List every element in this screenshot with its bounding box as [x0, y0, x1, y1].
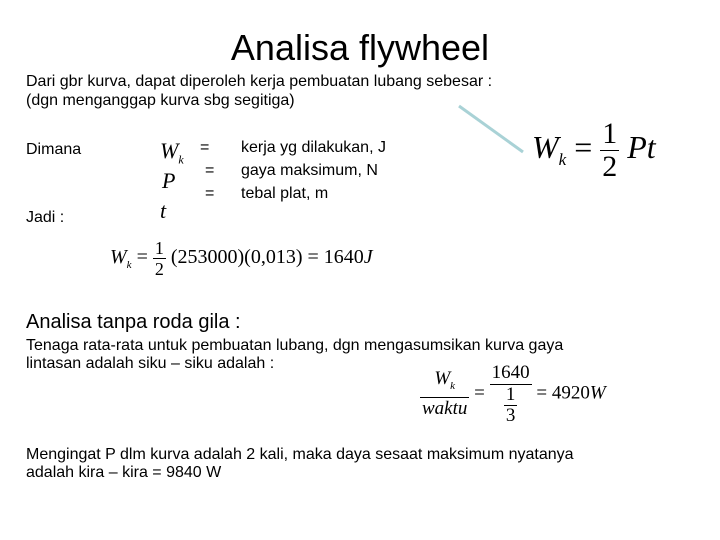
conclusion-line-1: Mengingat P dlm kurva adalah 2 kali, maka daya sesaat maksimum nyatanya: [26, 446, 574, 463]
var-t-eq: =: [205, 185, 215, 202]
intro-line-2: (dgn menganggap kurva sbg segitiga): [26, 92, 295, 109]
formula-power: $\frac{W_k}{\text{waktu}}$ = $\frac{1640}{\frac{1}{3}}$ = 4920W: [422, 362, 606, 426]
section2-line-1: Tenaga rata-rata untuk pembuatan lubang, dgn mengasumsikan kurva gaya: [26, 337, 564, 354]
dimana-label: Dimana: [26, 141, 82, 158]
var-w-eq: =: [200, 139, 210, 156]
section2-line-2: lintasan adalah siku – siku adalah :: [26, 355, 275, 372]
page-title: Analisa flywheel: [230, 27, 490, 68]
var-p-symbol: P: [162, 168, 176, 193]
var-w-desc: kerja yg dilakukan, J: [241, 139, 386, 156]
pointer-line: [455, 100, 535, 160]
intro-line-1: Dari gbr kurva, dapat diperoleh kerja pembuatan lubang sebesar :: [26, 73, 493, 90]
formula-calc: $W_k$ = $\frac{1}{2}$ (253000)(0,013) = 1640J: [110, 238, 373, 279]
jadi-label: Jadi :: [26, 209, 65, 226]
section2-heading: Analisa tanpa roda gila :: [26, 311, 241, 333]
var-t-symbol: t: [160, 198, 167, 223]
var-w-symbol: $W_k$: [160, 138, 184, 167]
formula-main: $W_k$ = $\frac{1}{2}$ Pt: [532, 117, 656, 183]
conclusion-line-2: adalah kira – kira = 9840 W: [26, 464, 222, 481]
var-p-eq: =: [205, 162, 215, 179]
var-t-desc: tebal plat, m: [241, 185, 329, 202]
var-p-desc: gaya maksimum, N: [241, 162, 378, 179]
